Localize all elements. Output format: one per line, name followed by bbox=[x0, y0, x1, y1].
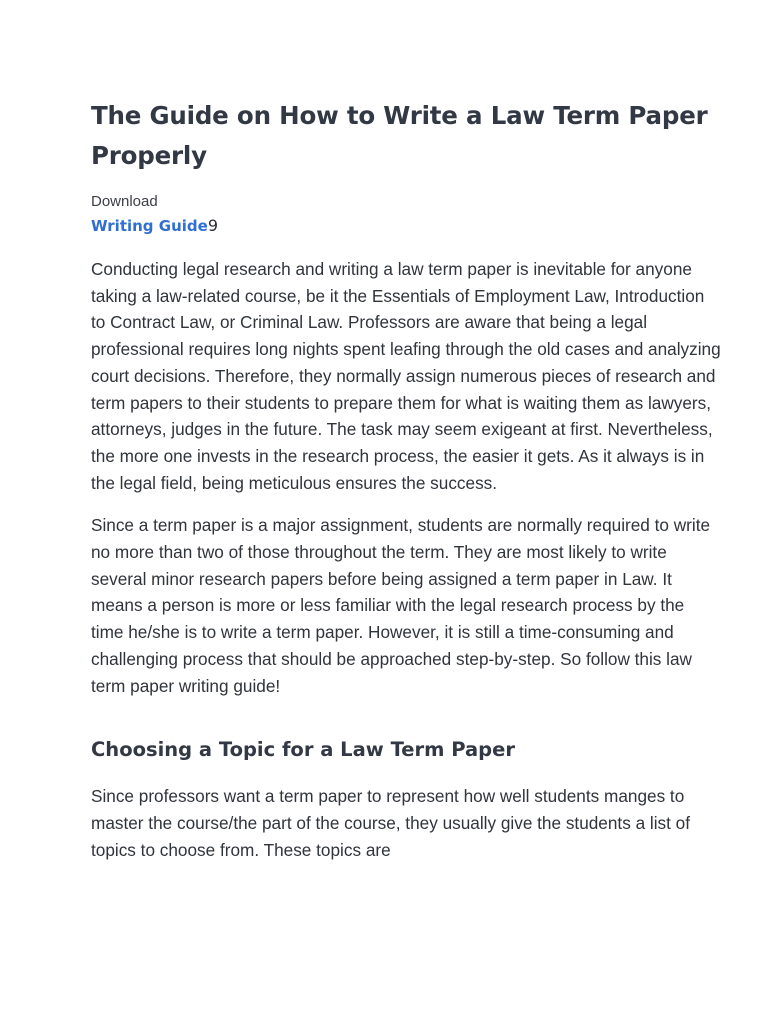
section-paragraph: Since professors want a term paper to represent how well students manges to master the course/the part of the course, they usually give the students a list of topics to choose from. These topics are bbox=[91, 786, 691, 860]
page-title: The Guide on How to Write a Law Term Paper Properly bbox=[91, 101, 708, 170]
category-line bbox=[91, 216, 721, 236]
writing-guide-link[interactable]: Writing Guide bbox=[91, 217, 208, 235]
intro-paragraph: Conducting legal research and writing a law term paper is inevitable for anyone taking a law-related course, be it the Essentials of Employment Law, Introduction to Contract Law, or Criminal Law. Professors are aware that being a legal professional requires long nights spent leafing through the old cases and analyzing court decisions. Therefore, they normally assign numerous pieces of research and term papers to their students to prepare them for what is waiting them as lawyers, attorneys, judges in the future. The task may seem exigeant at first. Nevertheless, the more one invests in the research process, the easier it gets. As it always is in the legal field, being meticulous ensures the success. bbox=[91, 259, 721, 493]
body-paragraph: Since a term paper is a major assignment, students are normally required to write no more than two of those throughout the term. They are most likely to write several minor research papers before being assigned a term paper in Law. It means a person is more or less familiar with the legal research process by the time he/she is to write a term paper. However, it is still a time-consuming and challenging process that should be approached step-by-step. So follow this law term paper writing guide! bbox=[91, 515, 711, 696]
section-heading: Choosing a Topic for a Law Term Paper bbox=[91, 738, 515, 762]
article bbox=[91, 96, 721, 863]
download-label[interactable]: Download bbox=[91, 193, 158, 210]
category-count: 9 bbox=[207, 216, 219, 235]
article-meta bbox=[91, 192, 721, 236]
